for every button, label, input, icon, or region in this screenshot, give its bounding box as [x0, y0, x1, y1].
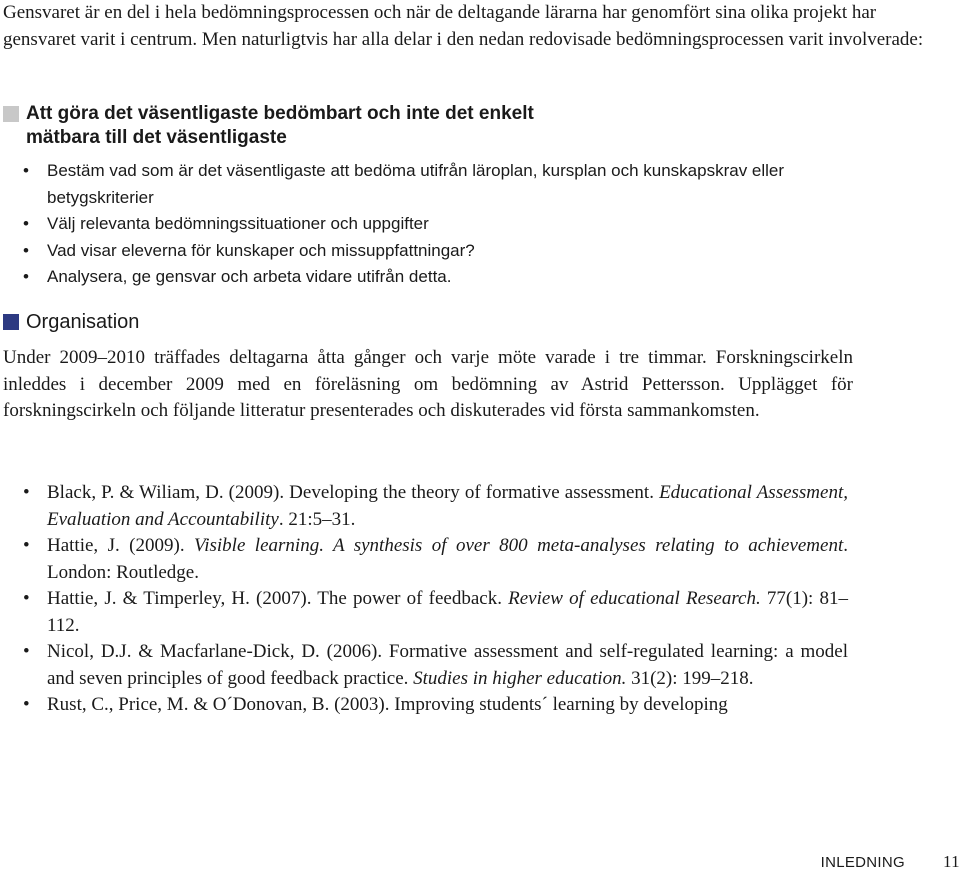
list-item: • Vad visar eleverna för kunskaper och missuppfattningar? [3, 238, 853, 265]
blue-square-icon [3, 314, 19, 330]
reference-item: • Nicol, D.J. & Macfarlane-Dick, D. (2006). Formative assessment and self-regulated learning: a model and seven principles of good feedback practice. Studies in higher education. 31(2): 199–218. [3, 639, 848, 692]
section-heading-text: Att göra det väsentligaste bedömbart och inte det enkelt mätbara till det väsentligaste [26, 103, 534, 148]
footer-section-label: INLEDNING [820, 854, 906, 871]
section-heading-assessment [3, 102, 586, 150]
reference-item: • Black, P. & Wiliam, D. (2009). Developing the theory of formative assessment. Educational Assessment, Evaluation and Accountability. 21:5–31. [3, 480, 848, 533]
reference-item: • Hattie, J. (2009). Visible learning. A synthesis of over 800 meta-analyses relating to achievement. London: Routledge. [3, 533, 848, 586]
reference-item: • Rust, C., Price, M. & O´Donovan, B. (2003). Improving students´ learning by developing [3, 692, 848, 719]
page-footer [821, 852, 960, 872]
reference-item: • Hattie, J. & Timperley, H. (2007). The power of feedback. Review of educational Research. 77(1): 81–112. [3, 586, 848, 639]
intro-paragraph: Gensvaret är en del i hela bedömningsprocessen och när de deltagande lärarna har genomfört sina olika projekt har gensvaret varit i centrum. Men naturligtvis har alla delar i den nedan redovisade bedömningsprocessen varit involverade: [3, 2, 924, 50]
organisation-paragraph: Under 2009–2010 träffades deltagarna åtta gånger och varje möte varade i tre timmar. Forskningscirkeln inleddes i december 2009 med en föreläsning om bedömning av Astrid Pettersson. Upplägget för forskningscirkeln och följande litteratur presenterades och diskuterades vid första sammankomsten. [3, 347, 853, 421]
section-heading-text: Organisation [26, 311, 140, 333]
assessment-bullet-list [3, 158, 853, 291]
grey-square-icon [3, 106, 19, 122]
list-item: • Välj relevanta bedömningssituationer och uppgifter [3, 211, 853, 238]
page-number: 11 [943, 852, 960, 871]
section-heading-organisation [3, 310, 139, 334]
list-item: • Analysera, ge gensvar och arbeta vidare utifrån detta. [3, 264, 853, 291]
list-item: • Bestäm vad som är det väsentligaste att bedöma utifrån läroplan, kursplan och kunskapskrav eller betygskriterier [3, 158, 853, 211]
reference-list [3, 480, 848, 719]
